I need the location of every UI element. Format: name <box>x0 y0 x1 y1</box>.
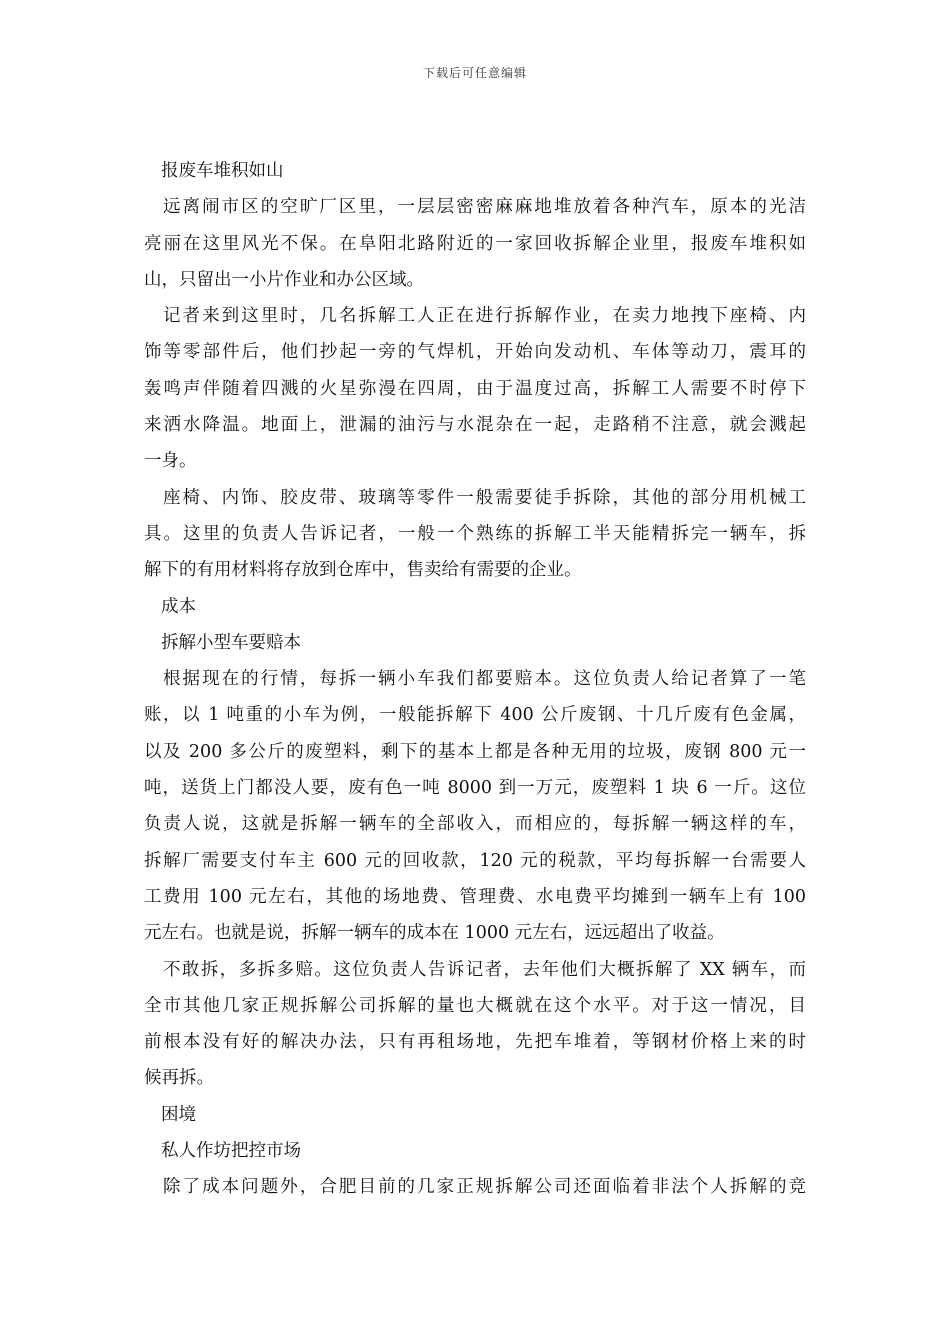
paragraph-line: 山，只留出一小片作业和办公区域。 <box>144 269 424 290</box>
paragraph <box>144 661 806 951</box>
section-subheading: 私人作坊把控市场 <box>161 1141 301 1162</box>
paragraph-line: 候再拆。 <box>144 1068 214 1089</box>
paragraph-line: 拆解厂需要支付车主 600 元的回收款，120 元的税款，平均每拆解一台需要人 <box>144 850 806 871</box>
paragraph-line: 负责人说，这就是拆解一辆车的全部收入，而相应的，每拆解一辆这样的车， <box>144 814 806 835</box>
paragraph-line: 根据现在的行情，每拆一辆小车我们都要赔本。这位负责人给记者算了一笔 <box>163 669 806 690</box>
section-heading: 报废车堆积如山 <box>161 161 284 181</box>
section-subheading: 拆解小型车要赔本 <box>161 632 301 653</box>
paragraph-line: 前根本没有好的解决办法，只有再租场地，先把车堆着，等钢材价格上来的时 <box>144 1032 806 1053</box>
paragraph-line: 一身。 <box>144 451 197 472</box>
paragraph-line: 解下的有用材料将存放到仓库中，售卖给有需要的企业。 <box>144 560 582 581</box>
document-body <box>144 153 806 1206</box>
paragraph-line: 账，以 1 吨重的小车为例，一般能拆解下 400 公斤废钢、十几斤废有色金属， <box>144 705 806 726</box>
paragraph-line: 以及 200 多公斤的废塑料，剩下的基本上都是各种无用的垃圾，废钢 800 元一 <box>144 741 806 762</box>
paragraph-line: 记者来到这里时，几名拆解工人正在进行拆解作业，在卖力地拽下座椅、内 <box>163 306 806 327</box>
page-header: 下载后可任意编辑 <box>422 66 527 80</box>
paragraph <box>144 1169 806 1205</box>
section-heading: 成本 <box>161 596 196 617</box>
paragraph-line: 饰等零部件后，他们抄起一旁的气焊机，开始向发动机、车体等动刀，震耳的 <box>144 342 806 363</box>
paragraph <box>144 298 806 479</box>
paragraph-line: 除了成本问题外，合肥目前的几家正规拆解公司还面临着非法个人拆解的竞 <box>163 1177 806 1198</box>
paragraph-line: 亮丽在这里风光不保。在阜阳北路附近的一家回收拆解企业里，报废车堆积如 <box>144 233 806 254</box>
paragraph-line: 远离闹市区的空旷厂区里，一层层密密麻麻地堆放着各种汽车，原本的光洁 <box>163 197 806 218</box>
paragraph-line: 来洒水降温。地面上，泄漏的油污与水混杂在一起，走路稍不注意，就会溅起 <box>144 415 806 436</box>
paragraph-line: 轰鸣声伴随着四溅的火星弥漫在四周，由于温度过高，拆解工人需要不时停下 <box>144 378 806 399</box>
paragraph-line: 工费用 100 元左右，其他的场地费、管理费、水电费平均摊到一辆车上有 100 <box>144 886 806 907</box>
section-heading: 困境 <box>161 1104 196 1125</box>
paragraph-line: 元左右。也就是说，拆解一辆车的成本在 1000 元左右，远远超出了收益。 <box>144 923 725 944</box>
paragraph-line: 座椅、内饰、胶皮带、玻璃等零件一般需要徒手拆除，其他的部分用机械工 <box>163 487 806 508</box>
paragraph-line: 全市其他几家正规拆解公司拆解的量也大概就在这个水平。对于这一情况，目 <box>144 995 806 1016</box>
paragraph <box>144 189 806 298</box>
paragraph-line: 吨，送货上门都没人要，废有色一吨 8000 到一万元，废塑料 1 块 6 一斤。这位 <box>144 778 806 799</box>
paragraph-line: 具。这里的负责人告诉记者，一般一个熟练的拆解工半天能精拆完一辆车，拆 <box>144 523 806 544</box>
paragraph-line: 不敢拆，多拆多赔。这位负责人告诉记者，去年他们大概拆解了 XX 辆车，而 <box>163 959 806 980</box>
paragraph <box>144 480 806 589</box>
paragraph <box>144 952 806 1097</box>
